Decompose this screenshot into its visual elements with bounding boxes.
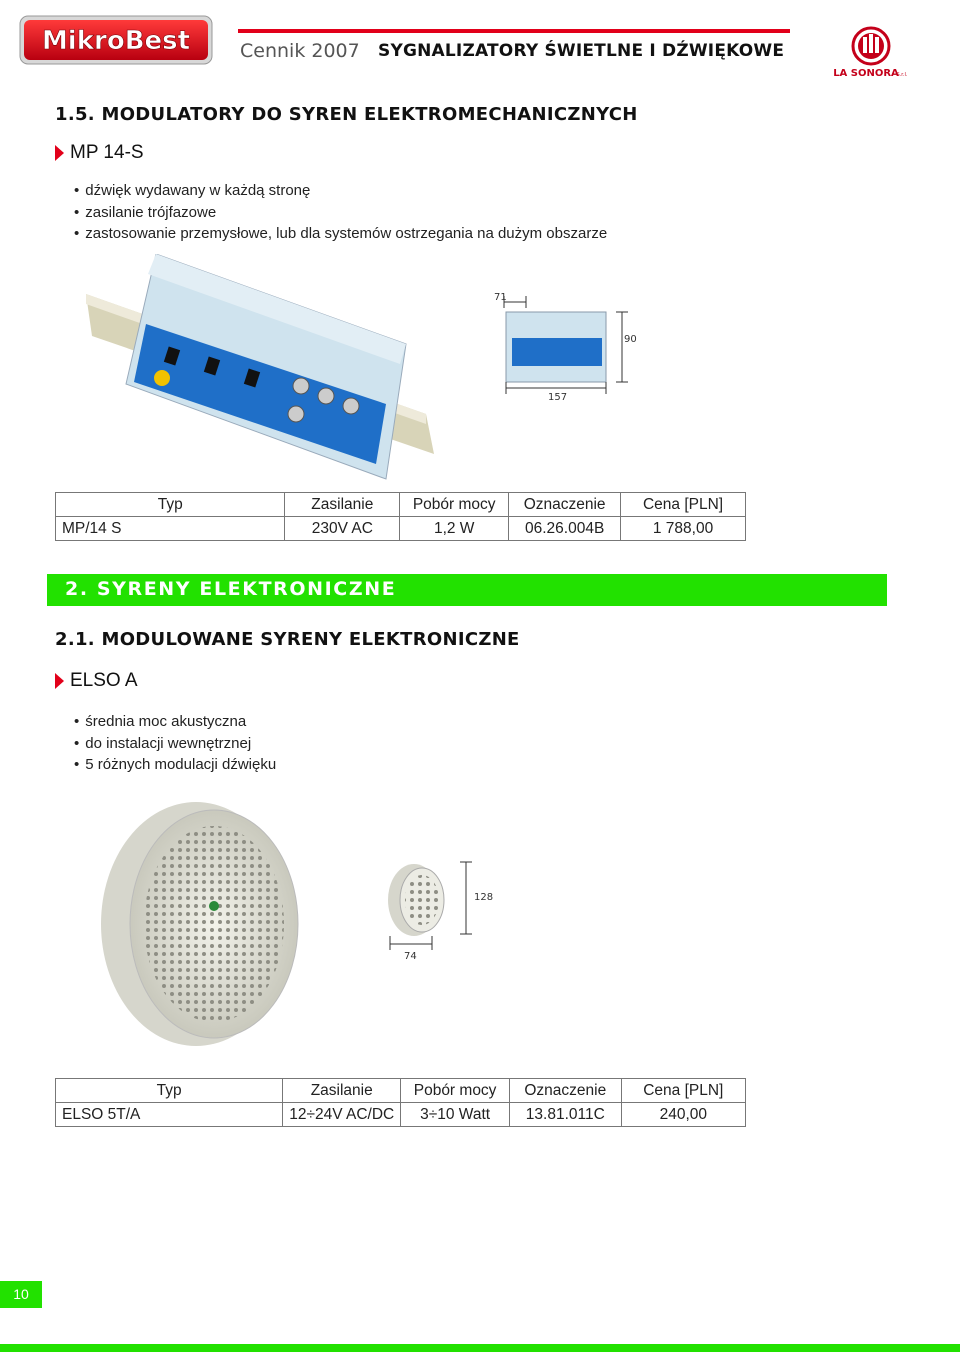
- modulator-dimension-drawing: [486, 286, 646, 404]
- table-cell: 12÷24V AC/DC: [283, 1103, 401, 1127]
- column-header: Cena [PLN]: [621, 1079, 745, 1103]
- table-row: [56, 1103, 746, 1127]
- column-header: Oznaczenie: [509, 493, 621, 517]
- red-arrow-icon: [55, 145, 64, 161]
- column-header: Pobór mocy: [401, 1079, 510, 1103]
- table-cell: 06.26.004B: [509, 517, 621, 541]
- section-heading-modulated-sirens: 2.1. MODULOWANE SYRENY ELEKTRONICZNE: [55, 629, 520, 650]
- table-cell: 13.81.011C: [509, 1103, 621, 1127]
- list-item: • 5 różnych modulacji dźwięku: [74, 754, 276, 776]
- column-header: Zasilanie: [283, 1079, 401, 1103]
- svg-text:71: 71: [494, 292, 507, 303]
- column-header: Typ: [56, 493, 285, 517]
- list-item: • dźwięk wydawany w każdą stronę: [74, 180, 607, 202]
- siren-dimension-drawing: [384, 856, 500, 962]
- table-header-row: [56, 1079, 746, 1103]
- siren-photo: [96, 798, 306, 1050]
- list-item: • zastosowanie przemysłowe, lub dla systemów ostrzegania na dużym obszarze: [74, 223, 607, 245]
- spec-table-mp14s: [55, 492, 746, 541]
- product-title-elso-a: [55, 670, 138, 692]
- list-item: • średnia moc akustyczna: [74, 711, 276, 733]
- table-cell: 1 788,00: [621, 517, 746, 541]
- column-header: Typ: [56, 1079, 283, 1103]
- product-name: MP 14-S: [70, 142, 144, 163]
- page-number: 10: [0, 1281, 42, 1308]
- table-cell: 230V AC: [285, 517, 400, 541]
- svg-text:S.r.l.: S.r.l.: [896, 72, 908, 78]
- svg-text:MikroBest: MikroBest: [41, 26, 191, 56]
- catalog-title: SYGNALIZATORY ŚWIETLNE I DŹWIĘKOWE: [378, 41, 785, 61]
- modulator-photo: [86, 254, 434, 490]
- table-row: [56, 517, 746, 541]
- spec-table-elso-a: [55, 1078, 746, 1127]
- product-name: ELSO A: [70, 670, 138, 691]
- feature-list-elso-a: [74, 711, 276, 776]
- footer-green-line: [0, 1344, 960, 1352]
- list-item: • zasilanie trójfazowe: [74, 202, 607, 224]
- table-cell: ELSO 5T/A: [56, 1103, 283, 1127]
- list-item: • do instalacji wewnętrznej: [74, 733, 276, 755]
- table-cell: MP/14 S: [56, 517, 285, 541]
- column-header: Cena [PLN]: [621, 493, 746, 517]
- table-header-row: [56, 493, 746, 517]
- header-red-line: [238, 29, 790, 33]
- svg-text:128: 128: [474, 892, 494, 903]
- column-header: Zasilanie: [285, 493, 400, 517]
- table-cell: 3÷10 Watt: [401, 1103, 510, 1127]
- table-cell: 240,00: [621, 1103, 745, 1127]
- svg-text:90: 90: [624, 334, 637, 345]
- section-bar-electronic-sirens: [47, 574, 887, 606]
- column-header: Pobór mocy: [400, 493, 509, 517]
- column-header: Oznaczenie: [509, 1079, 621, 1103]
- mikrobest-logo: [18, 14, 214, 66]
- product-title-mp14s: [55, 142, 144, 164]
- table-cell: 1,2 W: [400, 517, 509, 541]
- svg-text:LA SONORA: LA SONORA: [833, 68, 899, 79]
- feature-list-mp14s: [74, 180, 607, 245]
- la-sonora-logo: [832, 22, 910, 82]
- red-arrow-icon: [55, 673, 64, 689]
- section-heading-modulators: 1.5. MODULATORY DO SYREN ELEKTROMECHANICZNYCH: [55, 104, 638, 125]
- section-bar-label: 2. SYRENY ELEKTRONICZNE: [65, 578, 397, 600]
- svg-text:74: 74: [404, 951, 417, 962]
- catalog-year: Cennik 2007: [240, 40, 360, 62]
- svg-text:157: 157: [548, 392, 568, 403]
